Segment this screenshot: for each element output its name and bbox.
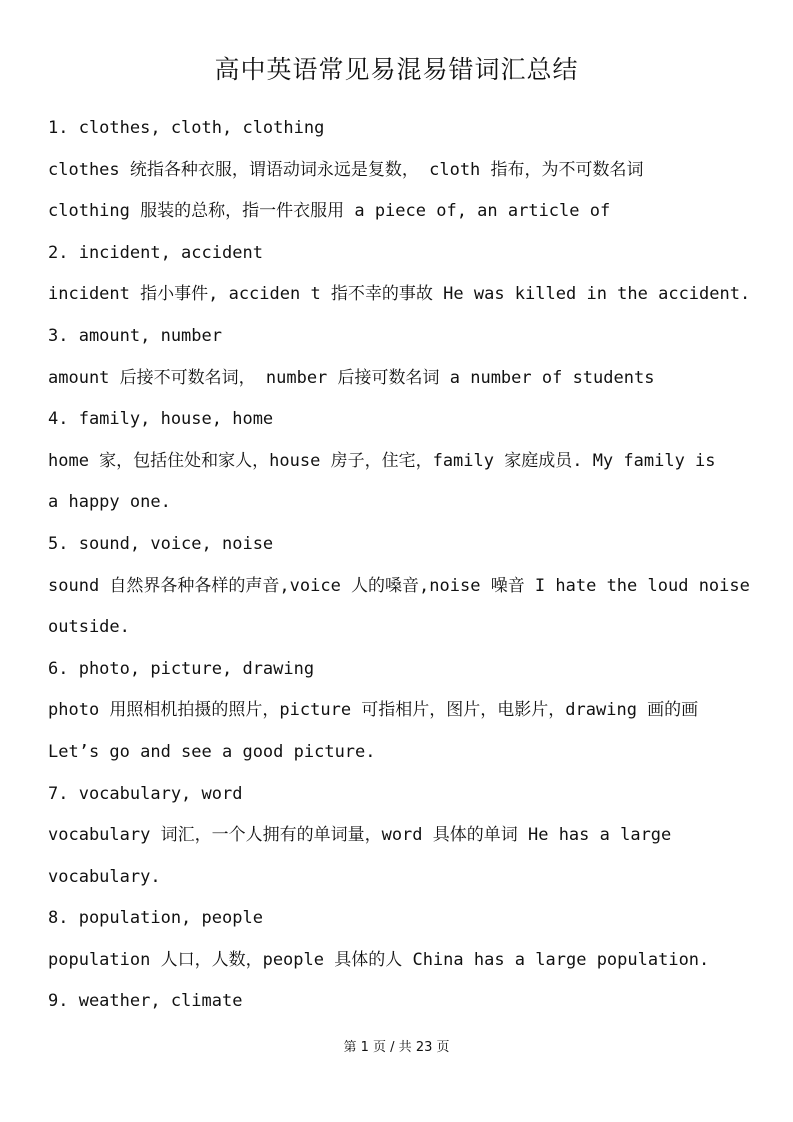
body-text-line: sound 自然界各种各样的声音,voice 人的嗓音,noise 噪音 I hate the loud noise: [48, 575, 750, 596]
body-text-line: vocabulary.: [48, 866, 161, 887]
page-footer: 第 1 页 / 共 23 页: [343, 1040, 450, 1055]
body-text-line: clothing 服装的总称，指一件衣服用 a piece of, an article of: [48, 201, 611, 222]
body-text-line: outside.: [48, 617, 130, 638]
body-text-line: vocabulary 词汇，一个人拥有的单词量，word 具体的单词 He has a large: [48, 825, 672, 846]
section-heading: 1. clothes, cloth, clothing: [48, 118, 325, 138]
body-text-line: home 家，包括住处和家人，house 房子，住宅，family 家庭成员. My family is: [48, 450, 716, 471]
section-heading: 4. family, house, home: [48, 409, 274, 430]
body-text-line: Let’s go and see a good picture.: [48, 741, 376, 762]
body-text-line: clothes 统指各种衣服，谓语动词永远是复数， cloth 指布，为不可数名词: [48, 159, 644, 180]
section-heading: 3. amount, number: [48, 325, 222, 346]
page-title: 高中英语常见易混易错词汇总结: [214, 55, 579, 84]
body-text-line: amount 后接不可数名词， number 后接可数名词 a number of students: [48, 367, 655, 388]
section-heading: 8. population, people: [48, 908, 263, 929]
section-heading: 9. weather, climate: [48, 991, 243, 1012]
body-text-line: a happy one.: [48, 492, 171, 513]
body-text-line: population 人口，人数，people 具体的人 China has a large population.: [48, 949, 710, 970]
document-body: [48, 108, 773, 1023]
section-heading: 7. vocabulary, word: [48, 783, 243, 804]
section-heading: 2. incident, accident: [48, 242, 263, 263]
body-text-line: incident 指小事件, acciden t 指不幸的事故 He was killed in the accident.: [48, 284, 751, 305]
section-heading: 6. photo, picture, drawing: [48, 658, 315, 679]
body-text-line: photo 用照相机拍摄的照片，picture 可指相片，图片，电影片，drawing 画的画: [48, 700, 699, 721]
section-heading: 5. sound, voice, noise: [48, 533, 274, 554]
